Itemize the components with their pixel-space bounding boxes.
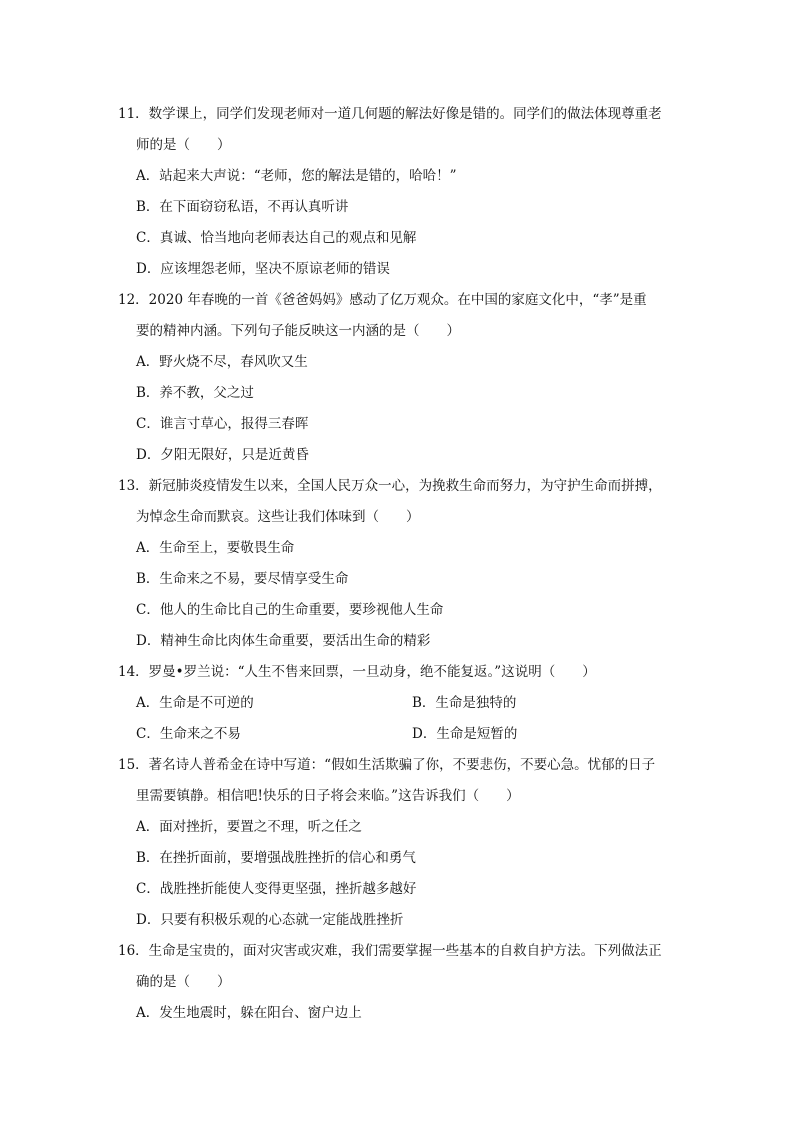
question-16-stem-line-1: 16．生命是宝贵的，面对灾害或灾难，我们需要掌握一些基本的自救自护方法。下列做法正 (118, 943, 662, 959)
question-11-option-b: B．在下面窃窃私语，不再认真听讲 (136, 199, 349, 215)
question-12-option-c: C．谁言寸草心，报得三春晖 (136, 416, 309, 432)
question-16-option-a: A．发生地震时，躲在阳台、窗户边上 (136, 1005, 362, 1021)
question-14-stem-line-1: 14．罗曼•罗兰说：“人生不售来回票，一旦动身，绝不能复返。”这说明（ ） (118, 664, 596, 680)
question-15-stem-line-2: 里需要镇静。相信吧!快乐的日子将会来临。”这告诉我们（ ） (136, 788, 520, 804)
question-12-option-a: A．野火烧不尽，春风吹又生 (136, 354, 308, 370)
question-13-option-d: D．精神生命比肉体生命重要，要活出生命的精彩 (136, 633, 431, 649)
question-12-stem-line-2: 要的精神内涵。下列句子能反映这一内涵的是（ ） (136, 323, 460, 339)
question-11-stem-line-1: 11．数学课上，同学们发现老师对一道几何题的解法好像是错的。同学们的做法体现尊重老 (118, 106, 662, 122)
question-13-stem-line-1: 13．新冠肺炎疫情发生以来，全国人民万众一心，为挽救生命而努力，为守护生命而拼搏， (118, 478, 662, 494)
question-15-stem-line-1: 15．著名诗人普希金在诗中写道：“假如生活欺骗了你，不要悲伤，不要心急。忧郁的日子 (118, 757, 656, 773)
question-15-option-c: C．战胜挫折能使人变得更坚强，挫折越多越好 (136, 881, 417, 897)
question-11-option-c: C．真诚、恰当地向老师表达自己的观点和见解 (136, 230, 417, 246)
question-13-stem-line-2: 为悼念生命而默哀。这些让我们体味到（ ） (136, 509, 420, 525)
question-11-option-d: D．应该埋怨老师，坚决不原谅老师的错误 (136, 261, 390, 277)
question-12-stem-line-1: 12．2020 年春晚的一首《爸爸妈妈》感动了亿万观众。在中国的家庭文化中，“孝”是重 (118, 292, 647, 308)
question-13-option-c: C．他人的生命比自己的生命重要，要珍视他人生命 (136, 602, 444, 618)
question-15-option-b: B．在挫折面前，要增强战胜挫折的信心和勇气 (136, 850, 416, 866)
question-13-option-b: B．生命来之不易，要尽情享受生命 (136, 571, 349, 587)
question-16-stem-line-2: 确的是（ ） (136, 974, 231, 990)
question-12-option-d: D．夕阳无限好，只是近黄昏 (136, 447, 309, 463)
question-15-option-d: D．只要有积极乐观的心态就一定能战胜挫折 (136, 912, 404, 928)
question-12-option-b: B．养不教，父之过 (136, 385, 254, 401)
question-11-option-a: A．站起来大声说：“老师，您的解法是错的，哈哈！” (136, 168, 457, 184)
question-11-stem-line-2: 师的是（ ） (136, 137, 231, 153)
question-14-option-d: D．生命是短暂的 (412, 726, 518, 742)
question-14-option-b: B．生命是独特的 (412, 695, 517, 711)
question-14-option-c: C．生命来之不易 (136, 726, 241, 742)
question-15-option-a: A．面对挫折，要置之不理，听之任之 (136, 819, 362, 835)
question-13-option-a: A．生命至上，要敬畏生命 (136, 540, 295, 556)
question-14-option-a: A．生命是不可逆的 (136, 695, 254, 711)
